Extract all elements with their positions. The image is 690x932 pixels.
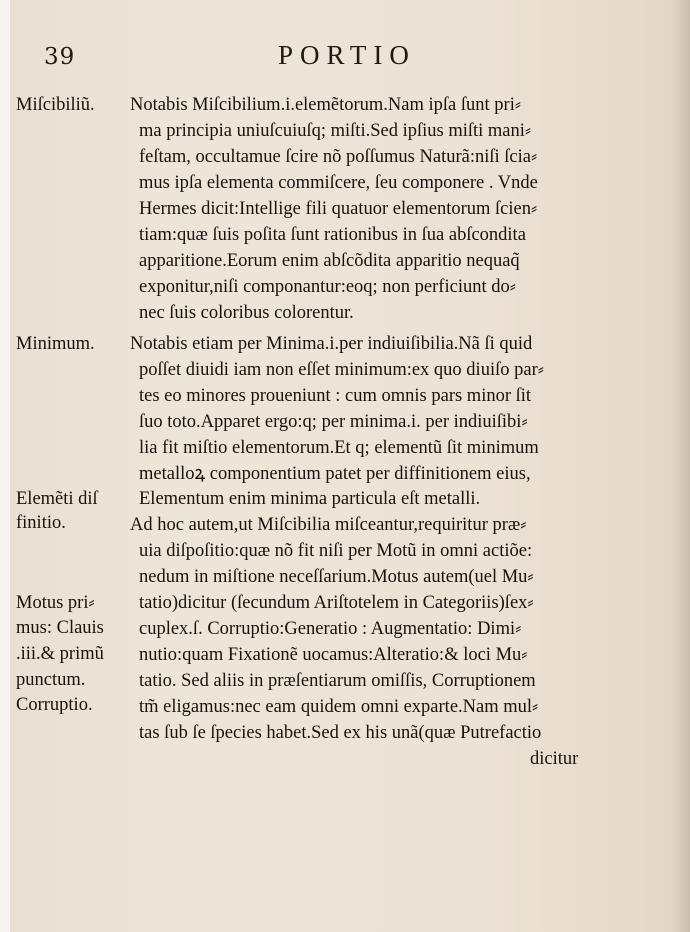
text-line: mus ipſa elementa commiſcere, ſeu componere . Vnde: [139, 173, 538, 193]
text-line: Elementum enim minima particula eſt metalli.: [139, 489, 481, 509]
running-head: PORTIO: [278, 40, 416, 70]
text-line: tes eo minores proueniunt : cum omnis pars minor ſit: [139, 386, 532, 406]
margin-note: .iii.& primũ: [16, 644, 104, 664]
catchword: dicitur: [530, 749, 579, 769]
text-line: nedum in miſtione neceſſarium.Motus autem(uel Mu⸗: [139, 567, 534, 587]
text-line: cuplex.ſ. Corruptio:Generatio : Augmentatio: Dimi⸗: [139, 619, 522, 639]
margin-note: mus: Clauis: [16, 618, 104, 638]
text-line: lia fit miſtio elementorum.Et q; elementũ ſit minimum: [139, 438, 539, 458]
margin-note: Elemẽti diſ: [16, 489, 98, 509]
text-line: exponitur,niſi componantur:eoq; non perficiunt do⸗: [139, 277, 516, 297]
margin-note: Corruptio.: [16, 695, 93, 715]
text-line: tatio. Sed aliis in præſentiarum omiſſis, Corruptionem: [139, 671, 536, 691]
text-line: poſſet diuidi iam non eſſet minimum:ex quo diuiſo par⸗: [139, 360, 544, 380]
text-line: apparitione.Eorum enim abſcõdita apparitio nequaq̃: [139, 251, 520, 271]
margin-note: Motus pri⸗: [16, 593, 95, 613]
text-line: Ad hoc autem,ut Miſcibilia miſceantur,requiritur præ⸗: [130, 515, 527, 535]
page-number: 39: [44, 44, 76, 70]
margin-note: finitio.: [16, 513, 66, 533]
text-line: tm̃ eligamus:nec eam quidem omni exparte.Nam mul⸗: [139, 697, 539, 717]
text-line: Notabis Miſcibilium.i.elemẽtorum.Nam ipſa ſunt pri⸗: [130, 95, 522, 115]
text-line: tas ſub ſe ſpecies habet.Sed ex his unã(quæ Putrefactio: [139, 723, 542, 743]
text-line: tatio)dicitur (ſecundum Ariſtotelem in Categoriis)ſex⸗: [139, 593, 534, 613]
text-line: nutio:quam Fixationẽ uocamus:Alteratio:& loci Mu⸗: [139, 645, 528, 665]
text-line: ma principia uniuſcuiuſq; miſti.Sed ipſius miſti mani⸗: [139, 121, 532, 141]
margin-note: Minimum.: [16, 334, 95, 354]
text-line: feſtam, occultamue ſcire nõ poſſumus Naturã:niſi ſcia⸗: [139, 147, 538, 167]
text-line: tiam:quæ ſuis poſita ſunt rationibus in ſua abſcondita: [139, 225, 526, 245]
text-line: nec ſuis coloribus colorentur.: [139, 303, 354, 323]
text-line: Notabis etiam per Minima.i.per indiuiſibilia.Nã ſi quid: [130, 334, 533, 354]
margin-note: punctum.: [16, 670, 86, 690]
text-line: uia diſpoſitio:quæ nõ fit niſi per Motũ in omni actiõe:: [139, 541, 533, 561]
text-line: metalloꝝ componentium patet per diffinitionem eius,: [139, 464, 531, 484]
text-line: Hermes dicit:Intellige fili quatuor elementorum ſcien⸗: [139, 199, 538, 219]
margin-note: Miſcibiliũ.: [16, 95, 95, 115]
text-line: ſuo toto.Apparet ergo:q; per minima.i. per indiuiſibi⸗: [139, 412, 528, 432]
